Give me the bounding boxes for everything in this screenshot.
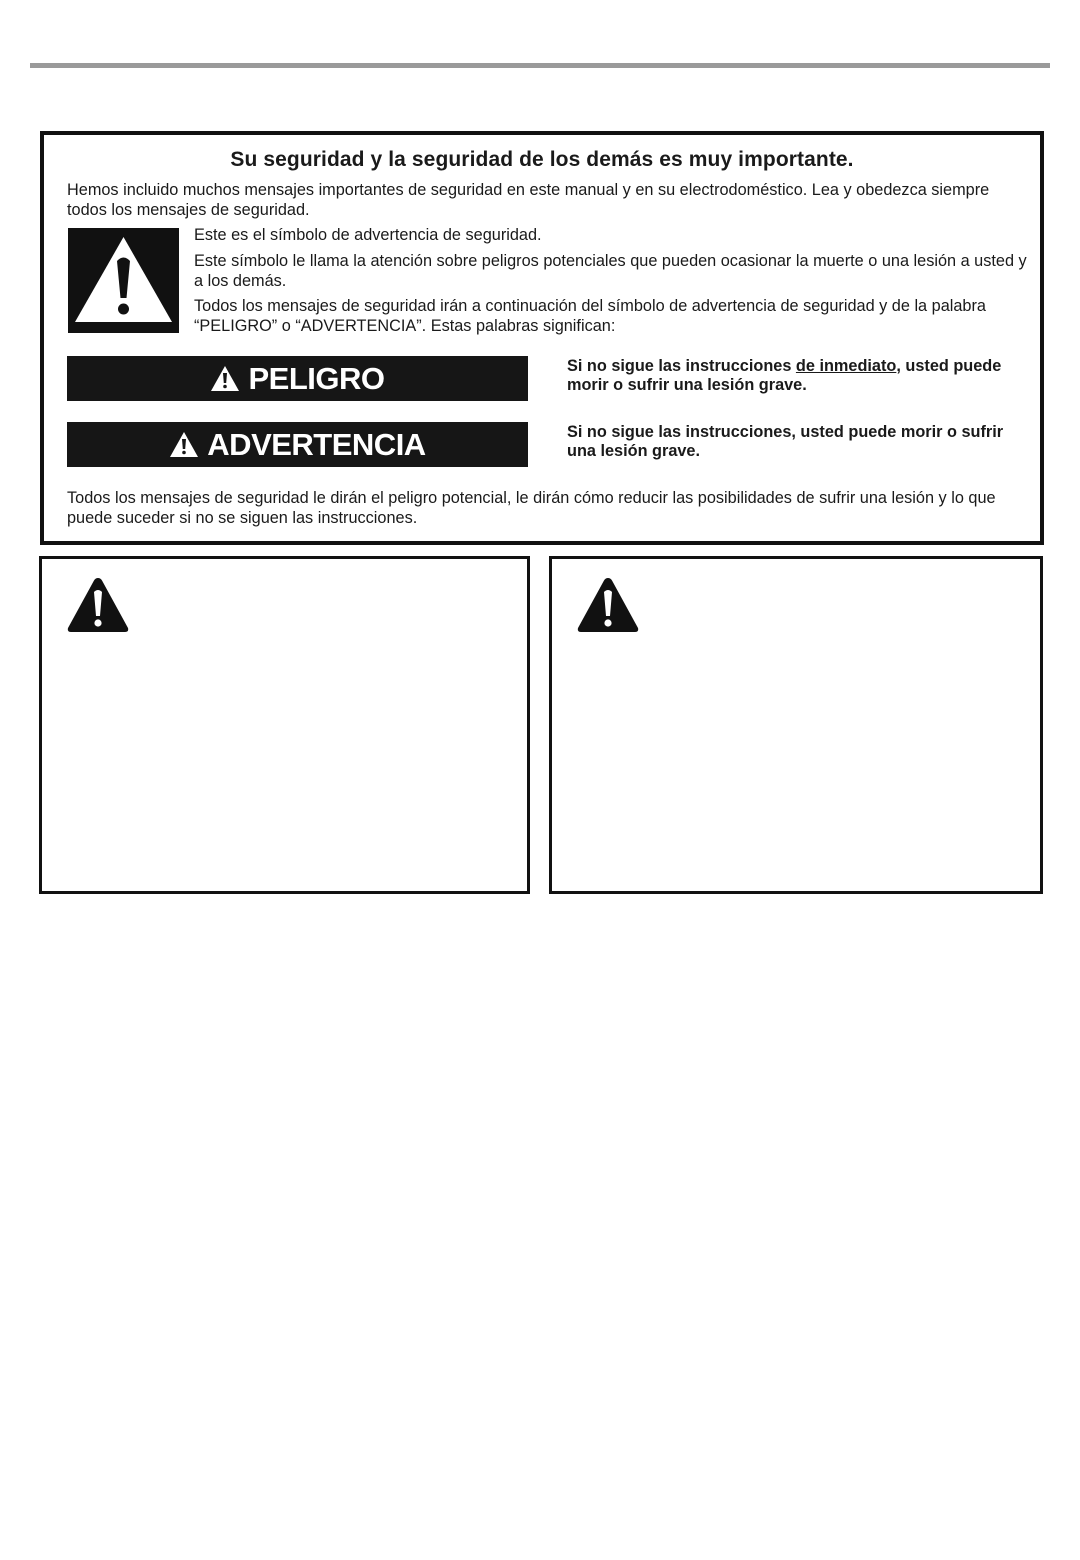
warning-triangle-icon [68,228,179,333]
danger-description: Si no sigue las instrucciones de inmediato, usted puede morir o sufrir una lesión grave. [567,357,1002,394]
symbol-line-3: Todos los mensajes de seguridad irán a continuación del símbolo de advertencia de seguridad y de la palabra “PELIGRO” o “ADVERTENCIA”. Estas palabras significan: [194,297,986,335]
warning-panel-left [39,556,530,894]
danger-label: PELIGRO [248,360,385,396]
warning-triangle-icon [169,431,199,458]
warning-panel-right [549,556,1043,894]
safety-info-box [40,131,1044,545]
danger-signal-bar [67,356,528,401]
warning-label: ADVERTENCIA [207,426,426,462]
symbol-line-2: Este símbolo le llama la atención sobre peligros potenciales que pueden ocasionar la muerte o una lesión a usted y a los demás. [194,252,1027,290]
warning-triangle-icon [576,576,640,634]
safety-intro: Hemos incluido muchos mensajes importantes de seguridad en este manual y en su electrodoméstico. Lea y obedezca siempre todos los mensajes de seguridad. [67,181,990,219]
warning-triangle-icon [210,365,240,392]
symbol-line-1: Este es el símbolo de advertencia de seguridad. [194,226,542,244]
top-divider [30,63,1050,68]
safety-footer: Todos los mensajes de seguridad le dirán el peligro potencial, le dirán cómo reducir las posibilidades de sufrir una lesión y lo que puede suceder si no se siguen las instrucciones. [67,489,996,527]
warning-description: Si no sigue las instrucciones, usted puede morir o sufrir una lesión grave. [567,423,1004,460]
warning-signal-bar [67,422,528,467]
safety-title: Su seguridad y la seguridad de los demás es muy importante. [230,148,854,171]
warning-triangle-icon [66,576,130,634]
